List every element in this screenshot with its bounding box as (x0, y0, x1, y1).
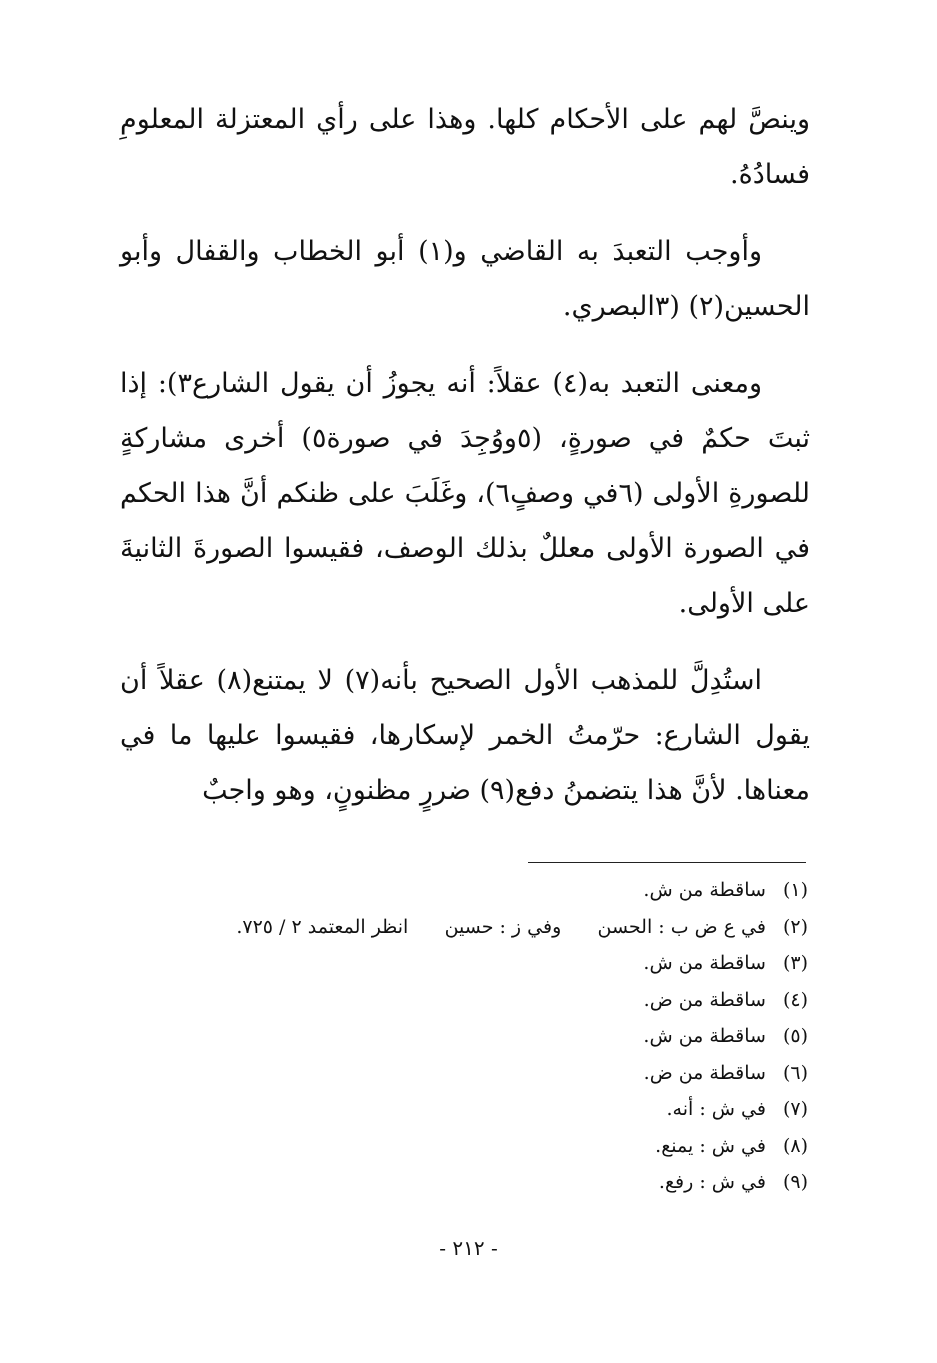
footnote-number: (٨) (782, 1134, 808, 1157)
footnote-1 (120, 872, 808, 909)
footnote-number: (٧) (782, 1098, 808, 1120)
footnote-text: ساقطة من ش. (643, 952, 766, 974)
page-number: - ٢١٢ - (439, 1236, 498, 1260)
footnote-3 (120, 945, 808, 982)
footnote-number: (٤) (782, 988, 808, 1011)
footnote-divider (528, 862, 806, 863)
footnote-number: (٢) (782, 915, 808, 938)
footnote-7 (120, 1091, 808, 1128)
footnote-5 (120, 1018, 808, 1055)
footnote-text: في ش : يمنع. (655, 1134, 766, 1157)
footnote-text: ساقطة من ض. (643, 988, 766, 1011)
paragraph-1: وينصَّ لهم على الأحكام كلها. وهذا على رأي المعتزلة المعلومِ فسادُهُ. (120, 104, 810, 190)
footnotes-list (120, 872, 808, 1201)
footnote-number: (٦) (782, 1061, 808, 1084)
footnote-text: في ش : أنه. (666, 1098, 766, 1120)
footnote-8 (120, 1128, 808, 1165)
main-text (120, 92, 810, 840)
footnote-text: ساقطة من ش. (643, 879, 766, 901)
footnote-number: (٥) (782, 1025, 808, 1047)
paragraph-3: ومعنى التعبد به(٤) عقلاً: أنه يجوزُ أن يقول الشارع٣): إذا ثبتَ حكمٌ في صورةٍ، (٥ووُجِدَ في صورة٥) أخرى مشاركةٍ للصورةِ الأولى (٦في وصفٍ٦)، وغَلَبَ على ظنكم أنَّ هذا الحكم في الصورة الأولى معللٌ بذلك الوصف، فقيسوا الصورةَ الثانيةَ على الأولى. (120, 368, 811, 619)
paragraph-4: استُدِلَّ للمذهب الأول الصحيح بأنه(٧) لا يمتنع(٨) عقلاً أن يقول الشارع: حرّمتُ الخمر لإسكارها، فقيسوا عليها ما في معناها. لأنَّ هذا يتضمنُ دفع(٩) ضررٍ مظنونٍ، وهو واجبٌ (120, 665, 810, 806)
footnote-number: (٩) (782, 1171, 808, 1193)
footnote-6 (120, 1055, 808, 1092)
footnote-text: في ش : رفع. (658, 1171, 766, 1193)
footnote-9 (120, 1164, 808, 1201)
footnote-text: ساقطة من ض. (643, 1061, 766, 1084)
footnote-number: (٣) (782, 952, 808, 974)
footnote-4 (120, 982, 808, 1019)
footnote-2 (120, 909, 808, 946)
footnote-number: (١) (782, 879, 808, 901)
paragraph-2: وأوجب التعبدَ به القاضي و(١) أبو الخطاب والقفال وأبو الحسين(٢) (٣البصري. (120, 236, 810, 322)
footnote-text: في ع ض ب : الحسن وفي ز : حسين انظر المعتمد ٢ / ٧٢٥. (236, 915, 766, 938)
footnote-text: ساقطة من ش. (643, 1025, 766, 1047)
